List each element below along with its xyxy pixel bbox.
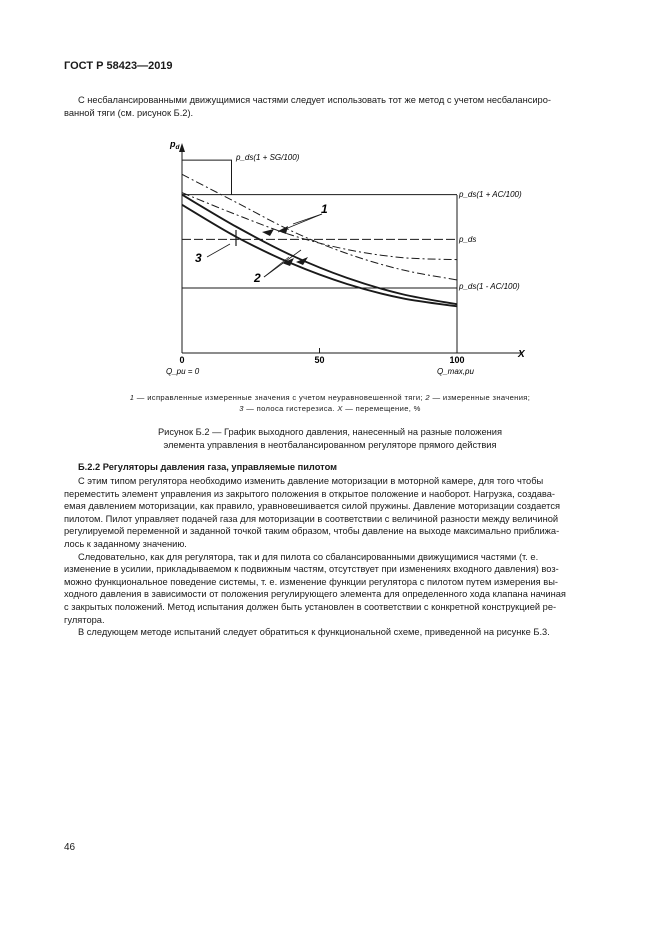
series-line-2	[182, 193, 457, 260]
y-axis-label: $p_d$	[170, 139, 180, 151]
body-p1-line-6: лось к заданному значению.	[64, 539, 187, 549]
lower-line-label: p_ds(1 - AC/100)	[459, 282, 520, 291]
document-header: ГОСТ Р 58423—2019	[64, 60, 173, 72]
curve-label-3: 3	[195, 251, 202, 265]
body-p2-line-4: ходного давления в зависимости от положения регулирующего элемента для определенного хода клапана начиная	[64, 589, 566, 600]
curve-label-2: 2	[254, 271, 261, 285]
figure-caption-line-2: элемента управления в неотбалансированном регуляторе прямого действия	[163, 440, 497, 450]
body-p1-line-4: пилотом. Пилот управляет подачей газа для моторизации в соответствии с величиной разности между величиной	[64, 513, 559, 524]
figure-legend-line-1	[70, 393, 590, 404]
curve-label-1: 1	[321, 202, 328, 216]
x-sub-label-left: Q_pu = 0	[166, 367, 200, 376]
y-axis-arrow-icon	[179, 143, 185, 152]
body-p3: В следующем методе испытаний следует обратиться к функциональной схеме, приведенной на рисунке Б.3.	[78, 627, 550, 638]
ref-line-step	[182, 160, 232, 195]
legend-text-3: — полоса гистерезиса.	[243, 404, 338, 413]
legend-num-3: 3	[239, 404, 244, 413]
x-tick-label-100: 100	[449, 355, 465, 365]
body-p2-line-2: изменение в усилии, прикладываемом к подвижным частям, отсутствует при изменениях входного давления) воз-	[64, 564, 559, 575]
legend-num-2: 2	[425, 393, 430, 402]
figure-legend-line-2	[70, 404, 590, 415]
label-1-leader-2	[293, 214, 322, 224]
curve1-arrow-icon	[262, 229, 274, 236]
x-tick-label-0: 0	[179, 355, 185, 365]
body-p1-line-1: С этим типом регулятора необходимо изменить давление моторизации в моторной камере, для того чтобы	[78, 476, 544, 486]
series-line-1	[182, 174, 457, 280]
pressure-chart	[0, 0, 661, 390]
mid-line-label: p_ds	[459, 235, 477, 244]
upper-line-label: p_ds(1 + AC/100)	[459, 190, 522, 199]
x-tick-label-50: 50	[314, 355, 325, 365]
legend-num-1: 1	[129, 393, 135, 402]
page-number: 46	[64, 842, 76, 853]
body-p1-line-2: переместить элемент управления из закрытого положения в открытое положение и наоборот. Нагрузка, создава-	[64, 488, 555, 499]
intro-line-2: ванной тяги (см. рисунок Б.2).	[64, 107, 194, 118]
legend-text-4: — перемещение, %	[342, 404, 421, 413]
legend-text-2: — измеренные значения;	[429, 393, 531, 402]
body-p2-line-6: гулятора.	[64, 614, 105, 625]
label-1-leader	[278, 214, 322, 232]
legend-x: X	[337, 404, 343, 413]
body-p1-line-3: емая давлением моторизации, как правило, уравновешивается силой пружины. Давление моторизации создается	[64, 501, 561, 512]
x-axis-label: X	[518, 349, 525, 360]
body-p2-line-3: можно функциональное поведение системы, т. е. изменение функции регулятора с пилотом путем измерения вы-	[64, 576, 558, 587]
label-3-leader	[207, 244, 230, 257]
body-p2-line-1: Следовательно, как для регулятора, так и для пилота со сбалансированными движущимися частями (т. е.	[78, 551, 539, 562]
x-ticks	[179, 348, 464, 365]
body-p1-line-5: регулируемой переменной и заданной точкой таким образом, чтобы давление на выходе максимально приближа-	[64, 526, 560, 537]
section-title: Б.2.2 Регуляторы давления газа, управляемые пилотом	[78, 462, 338, 472]
legend-text-1: — исправленные измеренные значения с учетом неуравновешенной тяги;	[134, 393, 426, 402]
intro-line-1: С несбалансированными движущимися частями следует использовать тот же метод с учетом несбалансиро-	[78, 95, 551, 105]
x-sub-label-right: Q_max,pu	[437, 367, 474, 376]
body-p2-line-5: с закрытых положений. Метод испытания должен быть установлен в соответствии с конкретной конструкцией ре-	[64, 602, 557, 612]
step-line-label: p_ds(1 + SG/100)	[236, 153, 300, 162]
series-group	[182, 174, 457, 306]
figure-caption-line-1: Рисунок Б.2 — График выходного давления, нанесенный на разные положения	[157, 427, 502, 437]
